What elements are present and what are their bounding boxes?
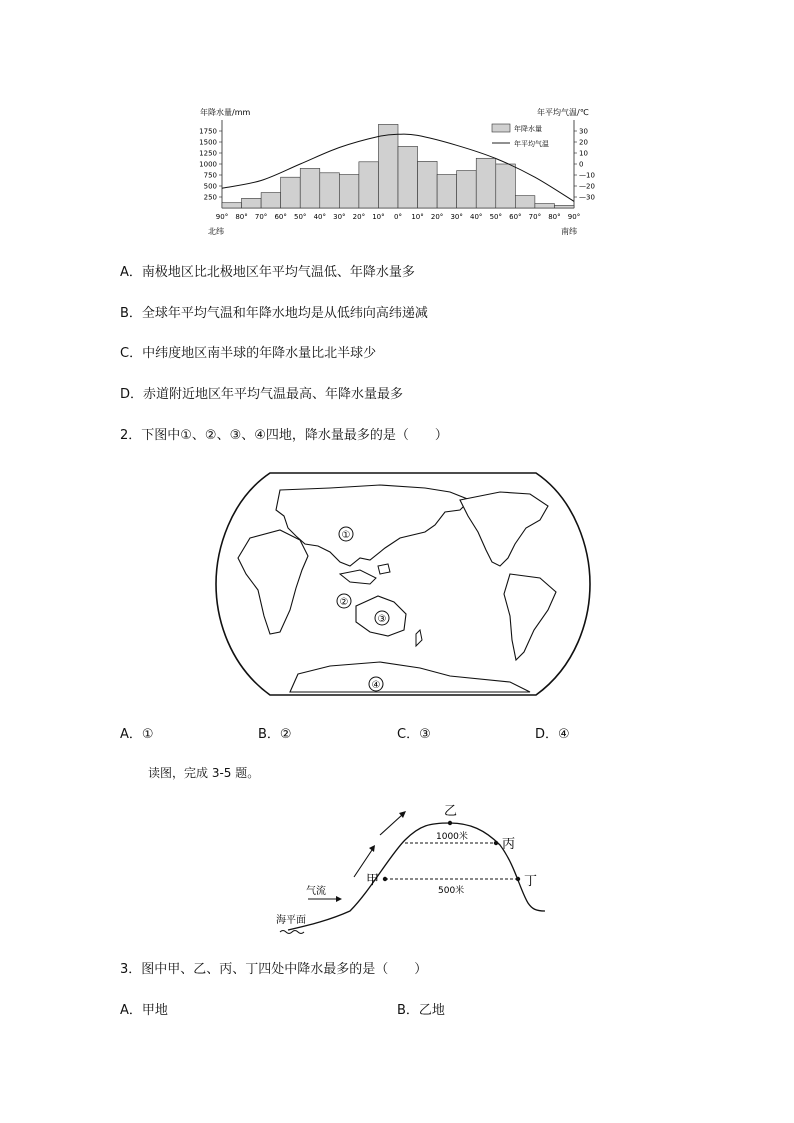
x-tick-label: 20° xyxy=(430,213,444,221)
precip-bar xyxy=(320,173,340,208)
x-tick-label: 0° xyxy=(394,213,402,221)
precip-bar xyxy=(242,198,262,208)
q3-question: 3．图中甲、乙、丙、丁四处中降水最多的是（ ） xyxy=(120,962,428,977)
x-tick-label: 80° xyxy=(235,213,248,221)
label-ding: 丁 xyxy=(524,874,538,889)
svg-text:②: ② xyxy=(339,597,349,608)
label-1000m: 1000米 xyxy=(436,832,468,842)
label-500m: 500米 xyxy=(438,886,465,896)
y-right-tick-label: —30 xyxy=(579,193,595,202)
y-right-tick-label: —20 xyxy=(579,182,595,191)
label-yi: 乙 xyxy=(444,804,458,819)
marker-1 xyxy=(339,527,353,541)
precip-bar xyxy=(281,177,301,208)
q1-option-a[interactable]: A．南极地区比北极地区年平均气温低、年降水量多 xyxy=(120,265,415,280)
y-left-tick-label: 750 xyxy=(203,171,217,180)
precip-bar xyxy=(300,168,320,208)
label-bing: 丙 xyxy=(502,837,516,852)
q2-question: 2．下图中①、②、③、④四地，降水量最多的是（ ） xyxy=(120,428,448,443)
q2-option-a[interactable]: A．① xyxy=(120,727,154,742)
precip-bar xyxy=(515,196,535,208)
q3-option-a[interactable]: A．甲地 xyxy=(120,1003,168,1018)
precip-bar xyxy=(437,175,457,208)
q2-option-b[interactable]: B．② xyxy=(258,727,292,742)
chart-plot xyxy=(199,120,595,221)
q1-option-c[interactable]: C．中纬度地区南半球的年降水量比北半球少 xyxy=(120,346,377,361)
x-label-south: 南纬 xyxy=(561,227,577,236)
y-left-tick-label: 250 xyxy=(203,193,217,202)
precip-bar xyxy=(476,158,496,208)
x-tick-label: 60° xyxy=(509,213,522,221)
x-tick-label: 40° xyxy=(470,213,483,221)
precip-bar xyxy=(378,124,398,208)
x-label-north: 北纬 xyxy=(208,227,224,236)
precip-bar xyxy=(222,203,242,208)
y-right-axis-label: 年平均气温/℃ xyxy=(537,108,589,117)
x-tick-label: 20° xyxy=(352,213,366,221)
svg-text:④: ④ xyxy=(371,680,381,691)
precip-bar xyxy=(359,162,379,208)
precip-bar xyxy=(398,146,418,208)
y-left-tick-label: 1250 xyxy=(199,149,217,158)
x-tick-label: 70° xyxy=(254,213,268,221)
q2-option-c[interactable]: C．③ xyxy=(397,727,431,742)
climate-chart xyxy=(190,100,610,240)
y-right-tick-label: 0 xyxy=(579,160,584,169)
x-tick-label: 80° xyxy=(548,213,561,221)
precip-bar xyxy=(457,171,477,208)
point-bing xyxy=(494,841,498,845)
y-right-tick-label: 10 xyxy=(579,149,588,158)
precip-bar xyxy=(496,164,516,208)
world-map xyxy=(210,470,596,698)
q3-option-b[interactable]: B．乙地 xyxy=(397,1003,445,1018)
mountain-diagram xyxy=(270,795,560,945)
y-right-tick-label: —10 xyxy=(579,171,595,180)
x-tick-label: 30° xyxy=(333,213,346,221)
x-tick-label: 10° xyxy=(372,213,385,221)
marker-2 xyxy=(337,594,351,608)
x-tick-label: 60° xyxy=(274,213,287,221)
y-left-axis-label: 年降水量/mm xyxy=(200,108,251,117)
precip-bar xyxy=(261,193,281,208)
q2-option-d[interactable]: D．④ xyxy=(535,727,570,742)
q1-option-d[interactable]: D．赤道附近地区年平均气温最高、年降水量最多 xyxy=(120,387,404,402)
precip-bar xyxy=(554,205,574,208)
sea-level-waves xyxy=(280,931,304,934)
x-tick-label: 50° xyxy=(294,213,307,221)
precip-bar xyxy=(339,175,359,208)
y-left-tick-label: 1750 xyxy=(199,127,217,136)
y-left-tick-label: 500 xyxy=(203,182,217,191)
marker-3 xyxy=(375,611,389,625)
x-tick-label: 40° xyxy=(313,213,326,221)
y-left-tick-label: 1500 xyxy=(199,138,217,147)
x-tick-label: 30° xyxy=(450,213,463,221)
y-left-tick-label: 1000 xyxy=(199,160,217,169)
legend-bar-label: 年降水量 xyxy=(514,125,542,133)
label-sea-level: 海平面 xyxy=(276,915,306,926)
read-instruction: 读图，完成 3-5 题。 xyxy=(148,766,260,780)
legend-bar-swatch xyxy=(492,124,510,132)
point-yi xyxy=(448,821,452,825)
svg-text:①: ① xyxy=(341,530,351,541)
x-tick-label: 10° xyxy=(411,213,424,221)
y-right-tick-label: 30 xyxy=(579,127,588,136)
q1-option-b[interactable]: B．全球年平均气温和年降水地均是从低纬向高纬递减 xyxy=(120,306,428,321)
x-tick-label: 90° xyxy=(567,213,581,221)
legend-line-label: 年平均气温 xyxy=(514,140,549,148)
point-ding xyxy=(516,877,520,881)
x-tick-label: 90° xyxy=(215,213,229,221)
precip-bar xyxy=(418,161,438,208)
svg-text:③: ③ xyxy=(377,614,387,625)
x-tick-label: 50° xyxy=(489,213,502,221)
marker-4 xyxy=(369,677,383,691)
y-right-tick-label: 20 xyxy=(579,138,588,147)
x-tick-label: 70° xyxy=(528,213,542,221)
precip-bar xyxy=(535,204,555,208)
point-jia xyxy=(383,877,387,881)
label-airflow: 气流 xyxy=(306,886,326,897)
label-jia: 甲 xyxy=(366,873,380,888)
